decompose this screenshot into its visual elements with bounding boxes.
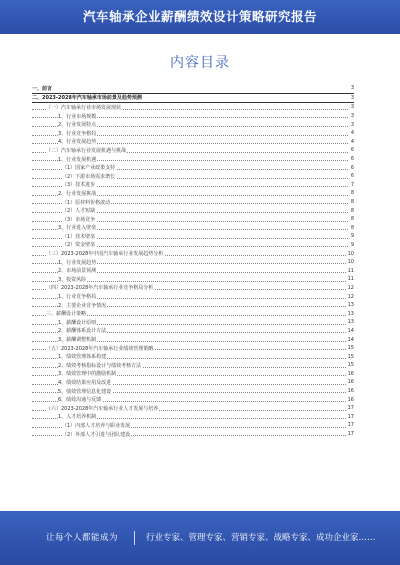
toc-entry-label: 1、绩效管理体系构建 bbox=[58, 354, 107, 361]
toc-entry-page: 3 bbox=[350, 113, 354, 120]
toc-entry-page: 16 bbox=[347, 396, 354, 403]
toc-entry[interactable] bbox=[32, 344, 354, 353]
toc-entry[interactable] bbox=[32, 198, 354, 207]
toc-entry[interactable] bbox=[32, 249, 354, 258]
toc-entry[interactable] bbox=[32, 284, 354, 293]
toc-entry-label: 1、行业竞争格局 bbox=[58, 294, 97, 301]
toc-entry-page: 16 bbox=[347, 379, 354, 386]
toc-entry-page: 12 bbox=[347, 284, 354, 291]
toc-entry-label: （3）技术进步 bbox=[62, 182, 96, 189]
toc-entry-label: （1）内部人才培养与职业发展 bbox=[62, 422, 131, 429]
toc-entry-page: 15 bbox=[347, 362, 354, 369]
toc-entry-page: 8 bbox=[350, 207, 354, 214]
footer-slogan: 让每个人都能成为 bbox=[46, 533, 119, 543]
toc-entry-page: 10 bbox=[347, 259, 354, 266]
toc-entry[interactable] bbox=[32, 181, 354, 190]
toc-entry-label: （三）2023-2028年中国汽车轴承行业发展趋势分析 bbox=[46, 251, 164, 258]
toc-entry-label: （1）原材料价格波动 bbox=[62, 199, 111, 206]
toc-entry[interactable] bbox=[32, 266, 354, 275]
toc-entry[interactable] bbox=[32, 421, 354, 430]
toc-entry-page: 14 bbox=[347, 336, 354, 343]
toc-entry-page: 13 bbox=[347, 302, 354, 309]
toc-entry-label: （六）2023-2028年汽车轴承行业人才发展与培养 bbox=[46, 405, 159, 412]
toc-entry-page: 11 bbox=[347, 276, 354, 283]
toc-entry-label: （五）2023-2028年汽车轴承行业绩效管理策略 bbox=[46, 345, 154, 352]
toc-entry-page: 7 bbox=[350, 181, 354, 188]
toc-entry-label: （一）汽车轴承行业市场发展现状 bbox=[46, 104, 122, 111]
toc-entry-page: 17 bbox=[347, 422, 354, 429]
toc-title: 内容目录 bbox=[170, 55, 230, 71]
toc-entry[interactable] bbox=[32, 103, 354, 112]
toc-entry-label: （2）外部人才引进与团队建设 bbox=[62, 431, 131, 438]
toc-entry-label: （1）国家产业政策支持 bbox=[62, 165, 116, 172]
toc-entry[interactable] bbox=[32, 378, 354, 387]
toc-entry-label: （二）汽车轴承行业发展机遇与挑战 bbox=[46, 147, 127, 154]
toc-entry[interactable] bbox=[32, 172, 354, 181]
toc-entry[interactable] bbox=[32, 146, 354, 155]
toc-entry-label: 4、行业发展趋势 bbox=[58, 139, 97, 146]
toc-entry[interactable] bbox=[32, 275, 354, 284]
toc-entry-label: 2、主要企业竞争情况 bbox=[58, 302, 107, 309]
toc-entry[interactable] bbox=[32, 84, 354, 94]
toc-entry-page: 13 bbox=[347, 319, 354, 326]
toc-entry-page: 9 bbox=[350, 241, 354, 248]
toc-entry-page: 16 bbox=[347, 388, 354, 395]
toc-entry[interactable] bbox=[32, 335, 354, 344]
table-of-contents bbox=[32, 84, 354, 438]
toc-entry[interactable] bbox=[32, 112, 354, 121]
toc-entry-label: 6、绩效沟通与反馈 bbox=[58, 397, 102, 404]
footer-divider bbox=[134, 531, 135, 545]
toc-entry[interactable] bbox=[32, 189, 354, 198]
toc-entry-label: 2、行业发展挑战 bbox=[58, 190, 97, 197]
toc-entry-page: 12 bbox=[347, 293, 354, 300]
toc-entry[interactable] bbox=[32, 129, 354, 138]
toc-entry-label: 二、2023-2028年汽车轴承市场前景及趋势预测 bbox=[32, 95, 142, 102]
toc-entry[interactable] bbox=[32, 163, 354, 172]
toc-entry-page: 17 bbox=[347, 431, 354, 438]
toc-entry-label: 2、绩效考核指标设计与绩效考核方法 bbox=[58, 362, 142, 369]
toc-entry-label: （2）下游市场需求增长 bbox=[62, 173, 116, 180]
toc-entry-page: 6 bbox=[350, 156, 354, 163]
toc-entry-label: （2）资金壁垒 bbox=[62, 242, 96, 249]
toc-entry-page: 3 bbox=[350, 121, 354, 128]
toc-entry-page: 4 bbox=[350, 138, 354, 145]
toc-entry-label: 1、行业市场规模 bbox=[58, 113, 97, 120]
toc-entry-label: 3、绩效管理中的激励机制 bbox=[58, 371, 117, 378]
toc-entry[interactable] bbox=[32, 301, 354, 310]
toc-entry[interactable] bbox=[32, 292, 354, 301]
toc-entry-page: 3 bbox=[350, 94, 354, 101]
toc-entry-page: 3 bbox=[350, 104, 354, 111]
toc-entry[interactable] bbox=[32, 318, 354, 327]
toc-entry-label: 4、绩效结果应用及改进 bbox=[58, 379, 112, 386]
toc-entry-label: 2、市场前景预测 bbox=[58, 268, 97, 275]
toc-entry-label: 三、薪酬设计策略 bbox=[46, 311, 87, 318]
toc-entry-page: 3 bbox=[350, 85, 354, 92]
toc-entry-label: 3、投资风险 bbox=[58, 276, 87, 283]
toc-entry[interactable] bbox=[32, 120, 354, 129]
toc-entry-page: 6 bbox=[350, 147, 354, 154]
toc-entry-page: 8 bbox=[350, 190, 354, 197]
toc-entry-page: 10 bbox=[347, 250, 354, 257]
header-banner bbox=[0, 0, 400, 34]
toc-entry[interactable] bbox=[32, 413, 354, 422]
toc-entry-label: （四）2023-2028年汽车轴承行业竞争格局分析 bbox=[46, 285, 154, 292]
toc-entry-label: 1、人才培养机制 bbox=[58, 414, 97, 421]
toc-entry-label: （1）技术壁垒 bbox=[62, 233, 96, 240]
toc-entry-page: 8 bbox=[350, 216, 354, 223]
toc-entry[interactable] bbox=[32, 387, 354, 396]
toc-entry-label: 2、薪酬体系设计方法 bbox=[58, 328, 107, 335]
report-title: 汽车轴承企业薪酬绩效设计策略研究报告 bbox=[82, 9, 317, 24]
toc-entry[interactable] bbox=[32, 395, 354, 404]
toc-entry-label: 3、行业竞争格局 bbox=[58, 130, 97, 137]
toc-entry[interactable] bbox=[32, 430, 354, 439]
toc-entry[interactable] bbox=[32, 327, 354, 336]
toc-entry-page: 15 bbox=[347, 345, 354, 352]
toc-entry[interactable] bbox=[32, 215, 354, 224]
toc-entry[interactable] bbox=[32, 224, 354, 233]
toc-entry[interactable] bbox=[32, 206, 354, 215]
toc-entry-label: 5、绩效管理信息化建设 bbox=[58, 388, 112, 395]
toc-entry-label: 2、行业发展特点 bbox=[58, 122, 97, 129]
footer-banner bbox=[0, 511, 400, 565]
toc-entry-label: 1、行业发展趋势 bbox=[58, 259, 97, 266]
toc-entry-page: 14 bbox=[347, 327, 354, 334]
toc-entry-page: 15 bbox=[347, 353, 354, 360]
toc-entry[interactable] bbox=[32, 241, 354, 250]
toc-entry[interactable] bbox=[32, 361, 354, 370]
toc-entry[interactable] bbox=[32, 258, 354, 267]
toc-entry[interactable] bbox=[32, 232, 354, 241]
toc-entry-label: 3、行业进入壁垒 bbox=[58, 225, 97, 232]
toc-entry-label: 一、前言 bbox=[32, 85, 53, 92]
toc-entry-page: 17 bbox=[347, 413, 354, 420]
toc-entry-page: 9 bbox=[350, 233, 354, 240]
toc-entry[interactable] bbox=[32, 404, 354, 413]
toc-entry-label: 3、薪酬调整机制 bbox=[58, 337, 97, 344]
toc-entry-page: 8 bbox=[350, 199, 354, 206]
toc-entry-page: 11 bbox=[347, 267, 354, 274]
toc-entry[interactable] bbox=[32, 309, 354, 318]
toc-entry-label: （3）市场竞争 bbox=[62, 216, 96, 223]
toc-entry-page: 6 bbox=[350, 173, 354, 180]
toc-entry[interactable] bbox=[32, 155, 354, 164]
footer-tagline: 行业专家、管理专家、营销专家、战略专家、成功企业家…… bbox=[146, 533, 376, 543]
toc-entry-label: 1、行业发展机遇 bbox=[58, 156, 97, 163]
toc-entry-label: （2）人才短缺 bbox=[62, 208, 96, 215]
toc-entry-page: 16 bbox=[347, 370, 354, 377]
toc-entry[interactable] bbox=[32, 94, 354, 104]
toc-entry-page: 13 bbox=[347, 310, 354, 317]
toc-entry[interactable] bbox=[32, 370, 354, 379]
toc-entry-label: 1、薪酬设计原则 bbox=[58, 319, 97, 326]
toc-entry[interactable] bbox=[32, 352, 354, 361]
toc-entry-page: 4 bbox=[350, 130, 354, 137]
toc-entry[interactable] bbox=[32, 138, 354, 147]
toc-entry-page: 17 bbox=[347, 405, 354, 412]
toc-entry-page: 6 bbox=[350, 164, 354, 171]
toc-entry-page: 8 bbox=[350, 224, 354, 231]
